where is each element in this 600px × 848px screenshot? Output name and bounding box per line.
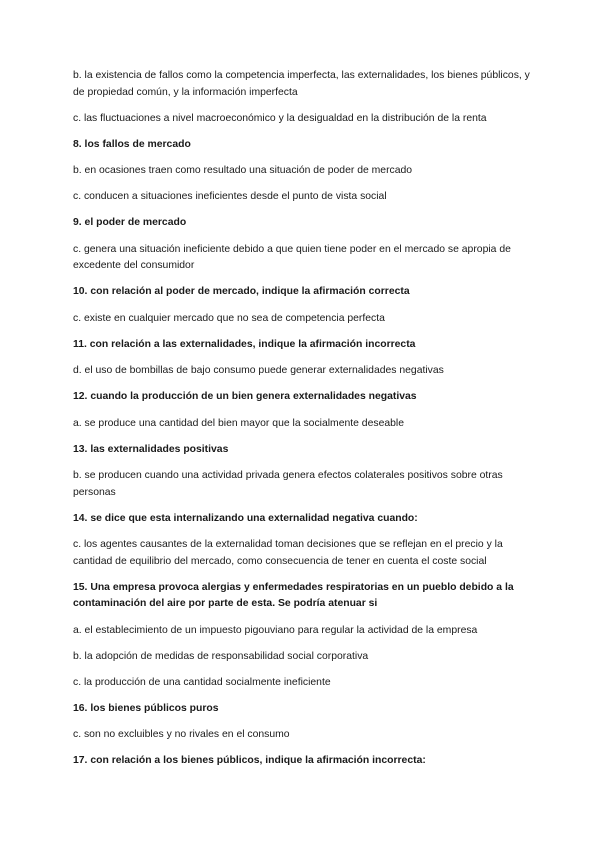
answer-text: c. la producción de una cantidad socialmente ineficiente [73,676,331,688]
question-heading: 8. los fallos de mercado [73,138,191,150]
answer-text: c. los agentes causantes de la externalidad toman decisiones que se reflejan en el precio y la cantidad de equilibrio del mercado, como consecuencia de tener en cuenta el coste social [73,539,503,567]
question-heading: 12. cuando la producción de un bien genera externalidades negativas [73,391,417,402]
answer-text: a. se produce una cantidad del bien mayor que la socialmente deseable [73,417,404,429]
answer-text: b. la existencia de fallos como la competencia imperfecta, las externalidades, los bienes públicos, y de propiedad común, y la información imperfecta [73,70,530,98]
answer-text: a. el establecimiento de un impuesto pigouviano para regular la actividad de la empresa [73,624,478,636]
answer-text: c. existe en cualquier mercado que no sea de competencia perfecta [73,312,385,324]
answer-text: c. genera una situación ineficiente debido a que quien tiene poder en el mercado se apropia de excedente del consumidor [73,243,511,271]
answer-text: b. se producen cuando una actividad privada genera efectos colaterales positivos sobre otras personas [73,470,503,498]
answer-text: c. las fluctuaciones a nivel macroeconómico y la desigualdad en la distribución de la renta [73,112,487,124]
question-heading: 14. se dice que esta internalizando una externalidad negativa cuando: [73,512,418,524]
answer-text: c. conducen a situaciones ineficientes desde el punto de vista social [73,191,387,202]
question-heading: 11. con relación a las externalidades, indique la afirmación incorrecta [73,338,416,350]
question-heading: 9. el poder de mercado [73,217,187,228]
document-page [73,68,543,780]
answer-text: d. el uso de bombillas de bajo consumo puede generar externalidades negativas [73,365,444,376]
answer-text: b. la adopción de medidas de responsabilidad social corporativa [73,650,369,662]
question-heading: 16. los bienes públicos puros [73,702,219,714]
answer-text: c. son no excluibles y no rivales en el consumo [73,729,290,740]
question-heading: 13. las externalidades positivas [73,443,229,455]
question-heading: 10. con relación al poder de mercado, indique la afirmación correcta [73,286,410,297]
question-heading: 15. Una empresa provoca alergias y enfermedades respiratorias en un pueblo debido a la contaminación del aire por parte de esta. Se podría atenuar si [73,581,514,609]
question-heading: 17. con relación a los bienes públicos, indique la afirmación incorrecta: [73,755,426,766]
answer-text: b. en ocasiones traen como resultado una situación de poder de mercado [73,165,413,176]
